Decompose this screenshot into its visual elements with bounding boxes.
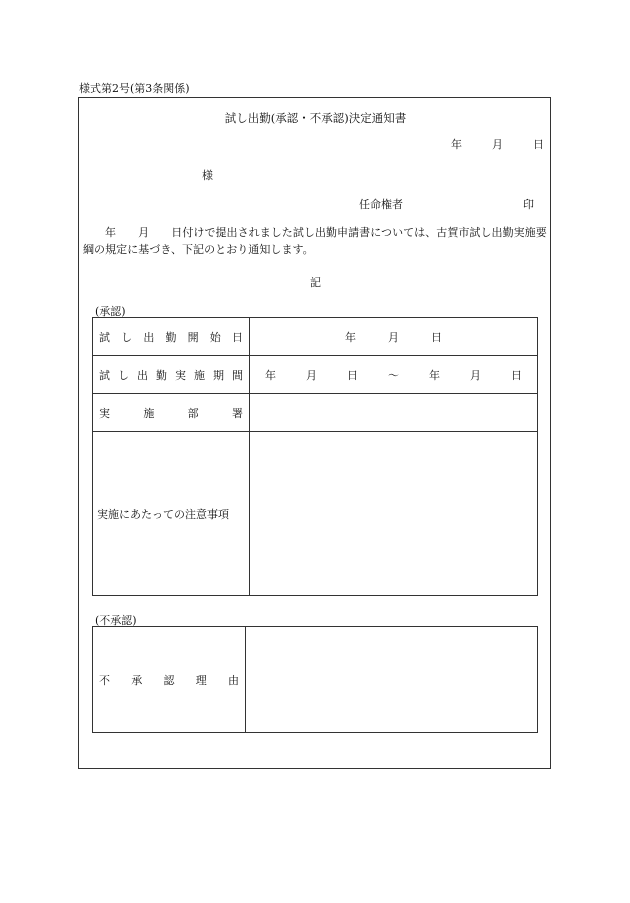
label-period <box>93 356 250 394</box>
row-period <box>93 356 538 394</box>
rejection-table <box>92 626 538 733</box>
period-label-chars: 試 し 出 勤 実 施 期 間 <box>99 368 243 382</box>
row-notes <box>93 432 538 596</box>
notes-field[interactable] <box>250 432 538 596</box>
approved-section-label: (承認) <box>95 305 126 318</box>
year-label: 年 <box>451 138 462 151</box>
form-number: 様式第2号(第3条関係) <box>79 82 190 95</box>
label-start-date <box>93 318 250 356</box>
label-department <box>93 394 250 432</box>
label-reject-reason <box>93 627 246 733</box>
record-heading: 記 <box>310 276 321 289</box>
department-label-chars: 実 施 部 署 <box>99 406 243 420</box>
row-reject-reason <box>93 627 538 733</box>
row-start-date <box>93 318 538 356</box>
approval-table <box>92 317 538 596</box>
reject-reason-label-chars: 不 承 認 理 由 <box>99 673 239 687</box>
month-label: 月 <box>492 138 503 151</box>
label-notes: 実施にあたっての注意事項 <box>93 432 250 596</box>
row-department <box>93 394 538 432</box>
rejected-section-label: (不承認) <box>95 614 137 627</box>
issue-date <box>451 136 544 152</box>
reject-reason-field[interactable] <box>246 627 538 733</box>
notice-body: 年 月 日付けで提出されました試し出勤申請書については、古賀市試し出勤実施要綱の規定に基づき、下記のとおり通知します。 <box>83 226 547 256</box>
notice-frame <box>78 97 551 769</box>
start-date-label-chars: 試 し 出 勤 開 始 日 <box>99 330 243 344</box>
issuer-label: 任命権者 <box>359 198 403 211</box>
period-field[interactable]: 年 月 日 ～ 年 月 日 <box>250 356 538 394</box>
addressee-suffix: 様 <box>202 169 213 182</box>
document-title: 試し出勤(承認・不承認)決定通知書 <box>224 111 407 125</box>
day-label: 日 <box>533 138 544 151</box>
department-field[interactable] <box>250 394 538 432</box>
seal-mark: 印 <box>523 198 534 211</box>
start-date-field[interactable]: 年 月 日 <box>250 318 538 356</box>
